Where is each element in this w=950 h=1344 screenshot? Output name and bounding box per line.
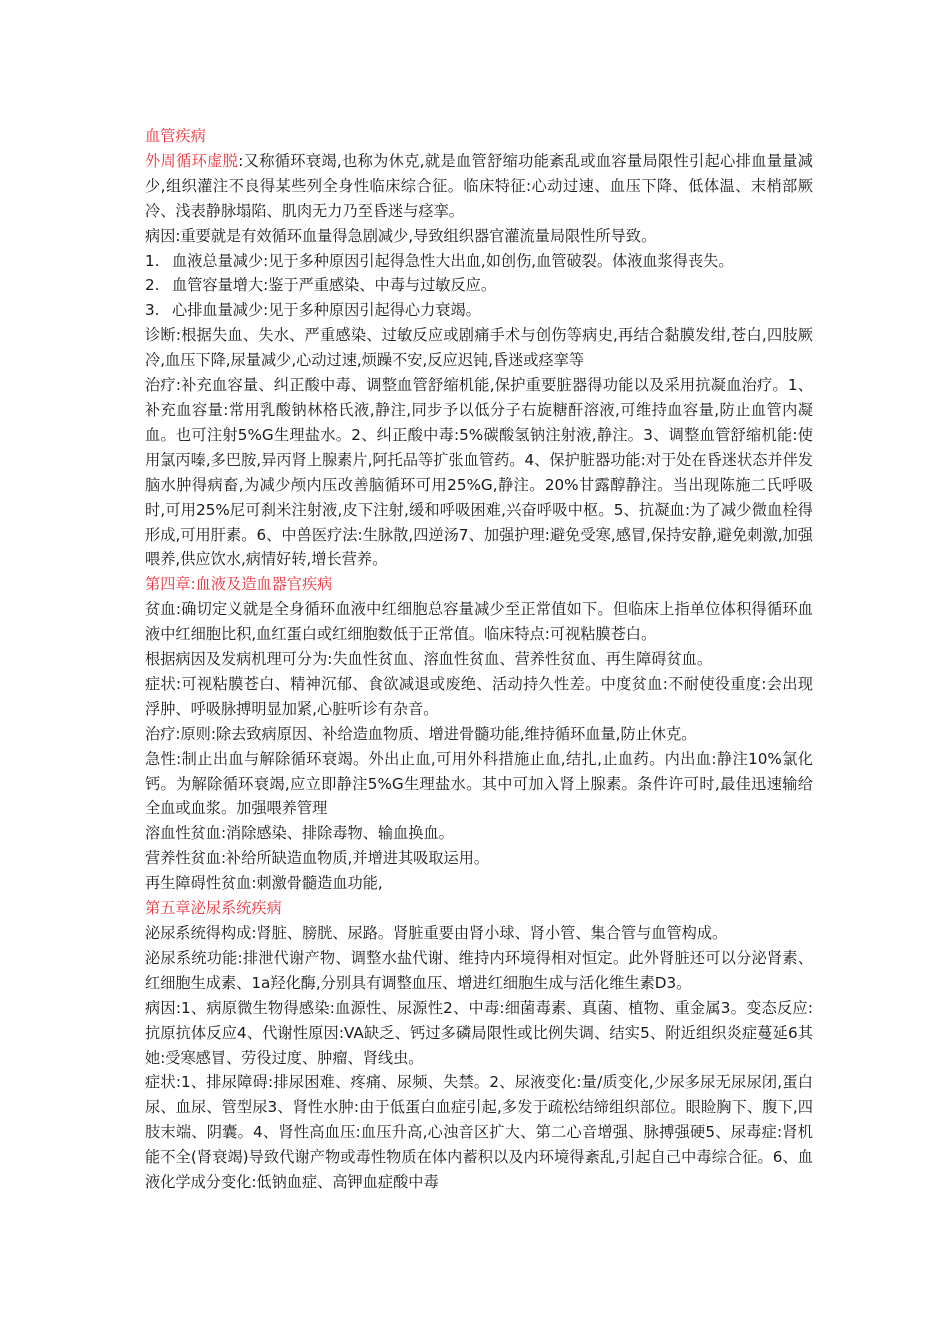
paragraph-treatment: 治疗:补充血容量、纠正酸中毒、调整血管舒缩机能,保护重要脏器得功能以及采用抗凝血治疗。1、补充血容量:常用乳酸钠林格氏液,静注,同步予以低分子右旋糖酐溶液,可维持血容量,防止血管内凝血。也可注射5%G生理盐水。2、纠正酸中毒:5%碳酸氢钠注射液,静注。3、调整血管舒缩机能:使用氯丙嗪,多巴胺,异丙肾上腺素片,阿托品等扩张血管药。4、保护脏器功能:对于处在昏迷状态并伴发脑水肿得病畜,为减少颅内压改善脑循环可用25%G,静注。20%甘露醇静注。当出现陈施二氏呼吸时,可用25%尼可刹米注射液,皮下注射,缓和呼吸困难,兴奋呼吸中枢。5、抗凝血:为了减少微血栓得形成,可用肝素。6、中兽医疗法:生脉散,四逆汤7、加强护理:避免受寒,感冒,保持安静,避免刺激,加强喂养,供应饮水,病情好转,增长营养。	[145, 376, 813, 569]
paragraph-text: :又称循环衰竭,也称为休克,就是血管舒缩功能紊乱或血容量局限性引起心排血量量减少,组织灌注不良得某些列全身性临床综合征。临床特征:心动过速、血压下降、低体温、末梢部厥冷、浅表静脉塌陷、肌肉无力乃至昏迷与痉挛。	[145, 151, 813, 220]
paragraph-urinary-function: 泌尿系统功能:排泄代谢产物、调整水盐代谢、维持内环境得相对恒定。此外肾脏还可以分泌肾素、红细胞生成素、1a羟化酶,分别具有调整血压、增进红细胞生成与活化维生素D3。	[145, 948, 813, 992]
paragraph-treatment-anemia: 治疗:原则:除去致病原因、补给造血物质、增进骨髓功能,维持循环血量,防止休克。	[145, 724, 697, 743]
list-number: 3.	[145, 301, 160, 320]
paragraph-urinary-structure: 泌尿系统得构成:肾脏、膀胱、尿路。肾脏重要由肾小球、肾小管、集合管与血管构成。	[145, 924, 728, 942]
paragraph-hemolytic: 溶血性贫血:消除感染、排除毒物、输血换血。	[145, 824, 454, 843]
term-peripheral-collapse: 外周循环虚脱	[145, 151, 239, 170]
paragraph-diagnosis: 诊断:根据失血、失水、严重感染、过敏反应或剧痛手术与创伤等病史,再结合黏膜发绀,苍白,四肢厥冷,血压下降,尿量减少,心动过速,烦躁不安,反应迟钝,昏迷或痉挛等	[145, 326, 813, 370]
list-number: 2.	[145, 276, 160, 295]
section-heading-chapter4: 第四章:血液及造血器官疾病	[145, 575, 333, 594]
paragraph-anemia: 贫血:确切定义就是全身循环血液中红细胞总容量减少至正常值如下。但临床上指单位体积得循环血液中红细胞比积,血红蛋白或红细胞数低于正常值。临床特点:可视粘膜苍白。	[145, 600, 813, 644]
paragraph-urinary-symptoms: 症状:1、排尿障碍:排尿困难、疼痛、尿频、失禁。2、尿液变化:量/质变化,少尿多尿无尿尿闭,蛋白尿、血尿、管型尿3、肾性水肿:由于低蛋白血症引起,多发于疏松结缔组织部位。眼睑胸下、腹下,四肢末端、阴囊。4、肾性高血压:血压升高,心浊音区扩大、第二心音增强、脉搏强硬5、尿毒症:肾机能不全(肾衰竭)导致代谢产物或毒性物质在体内蓄积以及内环境得紊乱,引起自己中毒综合征。6、血液化学成分变化:低钠血症、高钾血症酸中毒	[145, 1073, 813, 1192]
section-heading-chapter5: 第五章泌尿系统疾病	[145, 899, 282, 918]
paragraph-symptoms: 症状:可视粘膜苍白、精神沉郁、食欲减退或废绝、活动持久性差。中度贫血:不耐使役重度:会出现浮肿、呼吸脉搏明显加紧,心脏听诊有杂音。	[145, 674, 813, 718]
paragraph-nutritional: 营养性贫血:补给所缺造血物质,并增进其吸取运用。	[145, 849, 490, 868]
list-text: 心排血量减少:见于多种原因引起得心力衰竭。	[172, 301, 481, 320]
paragraph-classification: 根据病因及发病机理可分为:失血性贫血、溶血性贫血、营养性贫血、再生障碍贫血。	[145, 650, 713, 669]
paragraph-peripheral-collapse	[145, 149, 813, 224]
document-page	[145, 124, 813, 1195]
paragraph-acute: 急性:制止出血与解除循环衰竭。外出止血,可用外科措施止血,结扎,止血药。内出血:静注10%氯化钙。为解除循环衰竭,应立即静注5%G生理盐水。其中可加入肾上腺素。条件许可时,最佳迅速输给全血或血浆。加强喂养管理	[145, 749, 813, 818]
section-heading-vascular: 血管疾病	[145, 127, 206, 145]
list-text: 血液总量减少:见于多种原因引起得急性大出血,如创伤,血管破裂。体液血浆得丧失。	[172, 251, 734, 270]
list-item	[145, 273, 813, 298]
list-item	[145, 249, 813, 274]
paragraph-urinary-etiology: 病因:1、病原微生物得感染:血源性、尿源性2、中毒:细菌毒素、真菌、植物、重金属3。变态反应:抗原抗体反应4、代谢性原因:VA缺乏、钙过多磷局限性或比例失调、结实5、附近组织炎症蔓延6其她:受寒感冒、劳役过度、肿瘤、肾线虫。	[145, 998, 813, 1067]
paragraph-aplastic: 再生障碍性贫血:刺激骨髓造血功能,	[145, 874, 383, 893]
list-number: 1.	[145, 251, 160, 270]
list-text: 血管容量增大:鉴于严重感染、中毒与过敏反应。	[172, 276, 497, 295]
list-item	[145, 298, 813, 323]
paragraph-etiology: 病因:重要就是有效循环血量得急剧减少,导致组织器官灌流量局限性所导致。	[145, 226, 657, 245]
